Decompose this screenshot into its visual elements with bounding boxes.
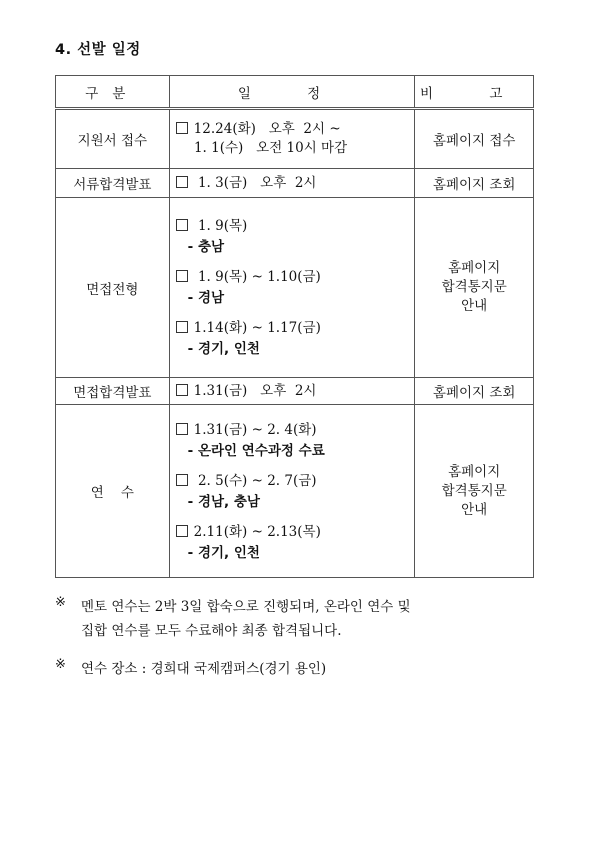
- schedule-group: [176, 472, 415, 513]
- schedule-region: - 경기, 인천: [187, 544, 260, 561]
- schedule-region: - 충남: [187, 239, 225, 255]
- checkbox-icon: [176, 525, 188, 537]
- checkbox-icon: [176, 270, 188, 282]
- reference-mark-icon: ※: [55, 657, 66, 672]
- remark-line: 안내: [461, 298, 488, 314]
- note-item: [55, 595, 545, 643]
- remark-line: 합격통지문: [441, 482, 507, 499]
- row-label: 면접전형: [56, 198, 170, 378]
- schedule-date: 1.14(화) ~ 1.17(금): [193, 320, 321, 336]
- remark-line: 홈페이지: [448, 463, 501, 480]
- table-row: [56, 169, 534, 198]
- schedule-line: 1. 1(수) 오전 10시 마감: [189, 140, 348, 156]
- row-label: 서류합격발표: [56, 169, 170, 198]
- schedule-date: 1. 9(목) ~ 1.10(금): [193, 269, 321, 285]
- note-item: [55, 657, 545, 681]
- schedule-region: - 경기, 인천: [187, 341, 260, 357]
- note-line: 집합 연수를 모두 수료해야 최종 합격됩니다.: [81, 623, 342, 639]
- checkbox-icon: [176, 384, 188, 396]
- remark-line: 안내: [461, 501, 488, 518]
- remark-cell: 홈페이지 접수: [415, 109, 534, 169]
- schedule-line: 12.24(화) 오후 2시 ~: [193, 121, 341, 137]
- remark-cell: 홈페이지 조회: [415, 169, 534, 198]
- table-row: [56, 405, 534, 578]
- row-label: 면접합격발표: [56, 378, 170, 405]
- schedule-date: 1. 9(목): [193, 218, 248, 234]
- remark-line: 합격통지문: [441, 279, 507, 295]
- schedule-date: 2. 5(수) ~ 2. 7(금): [193, 472, 317, 489]
- schedule-group: [176, 217, 415, 258]
- schedule-group: [176, 523, 415, 564]
- schedule-cell: [169, 198, 415, 378]
- schedule-region: - 경남, 충남: [187, 493, 260, 510]
- header-remarks: 비 고: [415, 76, 534, 109]
- checkbox-icon: [176, 423, 188, 435]
- checkbox-icon: [176, 122, 188, 134]
- selection-schedule-table: [55, 75, 534, 578]
- remark-cell: 홈페이지 조회: [415, 378, 534, 405]
- schedule-date: 2.11(화) ~ 2.13(목): [193, 523, 321, 540]
- checkbox-icon: [176, 219, 188, 231]
- schedule-region: - 온라인 연수과정 수료: [187, 442, 325, 459]
- schedule-cell: [169, 405, 415, 578]
- schedule-group: [176, 319, 415, 360]
- header-category: 구분: [56, 76, 170, 109]
- header-schedule: 일 정: [169, 76, 415, 109]
- schedule-group: [176, 268, 415, 309]
- remark-cell: [415, 405, 534, 578]
- schedule-line: 1.31(금) 오후 2시: [193, 382, 317, 399]
- remark-line: 홈페이지: [448, 260, 501, 276]
- table-header-row: [56, 76, 534, 109]
- checkbox-icon: [176, 474, 188, 486]
- row-label: 지원서 접수: [56, 109, 170, 169]
- note-line: 멘토 연수는 2박 3일 합숙으로 진행되며, 온라인 연수 및: [81, 599, 411, 615]
- section-title: 4. 선발 일정: [55, 42, 141, 58]
- table-row: [56, 198, 534, 378]
- schedule-region: - 경남: [187, 290, 225, 306]
- table-row: [56, 378, 534, 405]
- row-label: 연 수: [56, 405, 170, 578]
- schedule-date: 1.31(금) ~ 2. 4(화): [193, 421, 317, 438]
- checkbox-icon: [176, 176, 188, 188]
- schedule-group: [176, 421, 415, 462]
- schedule-cell: [169, 109, 415, 169]
- schedule-line: 1. 3(금) 오후 2시: [193, 174, 317, 191]
- remark-cell: [415, 198, 534, 378]
- note-line: 연수 장소 : 경희대 국제캠퍼스(경기 용인): [81, 661, 327, 677]
- schedule-cell: [169, 169, 415, 198]
- checkbox-icon: [176, 321, 188, 333]
- reference-mark-icon: ※: [55, 595, 66, 610]
- schedule-cell: [169, 378, 415, 405]
- table-row: [56, 109, 534, 169]
- notes-section: [55, 595, 545, 695]
